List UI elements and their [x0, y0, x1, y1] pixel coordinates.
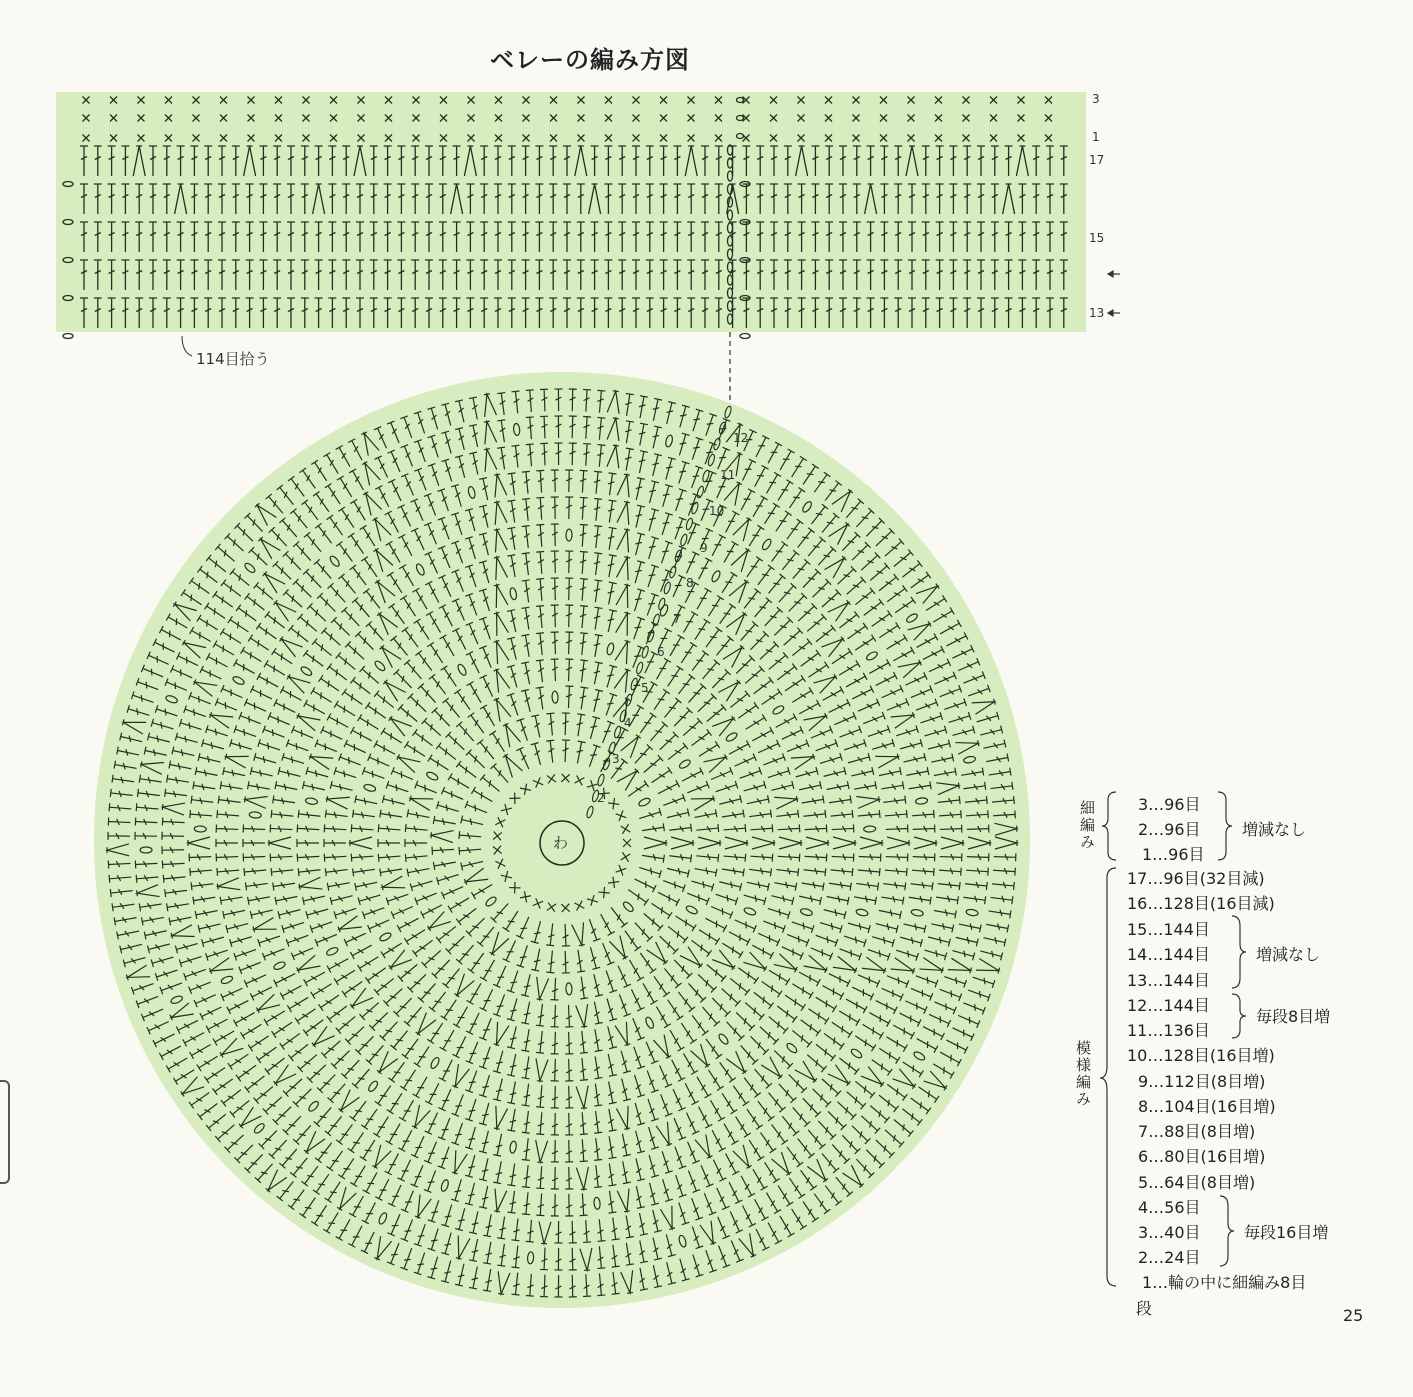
legend-note: 増減なし [1242, 820, 1307, 839]
legend-row: 10…128目(16目増) [1127, 1046, 1275, 1065]
chain-symbol [63, 334, 73, 339]
legend-row: 16…128目(16目減) [1127, 894, 1275, 913]
band-row-number: 17 [1089, 153, 1105, 167]
legend-brace [1098, 866, 1120, 1290]
legend-row: 1…96目 [1142, 845, 1205, 864]
legend-row: 9…112目(8目増) [1138, 1072, 1266, 1091]
pickup-leader [182, 336, 192, 356]
round-number: 3 [612, 752, 620, 766]
legend-row: 11…136目 [1127, 1021, 1210, 1040]
round-number: 7 [673, 612, 681, 626]
pickup-label: 114目拾う [196, 350, 270, 368]
legend-brace [1228, 914, 1248, 990]
magic-ring-label: わ [553, 834, 569, 852]
legend-brace [1214, 790, 1234, 862]
legend-note: 増減なし [1256, 945, 1321, 964]
legend-group-label: 細編み [1078, 800, 1096, 851]
legend-row: 3…96目 [1138, 795, 1201, 814]
round-number: 4 [624, 716, 632, 730]
legend-row: 17…96目(32目減) [1127, 869, 1265, 888]
legend-row: 1…輪の中に細編み8目 [1142, 1273, 1307, 1292]
legend-row: 5…64目(8目増) [1138, 1173, 1256, 1192]
legend-row: 3…40目 [1138, 1223, 1201, 1242]
legend-note: 毎段8目増 [1256, 1007, 1331, 1026]
legend-brace [1216, 1194, 1236, 1268]
legend-group-label: 模様編み [1074, 1040, 1092, 1108]
page-number: 25 [1343, 1306, 1364, 1325]
round-number: 2 [597, 791, 605, 805]
legend-row: 13…144目 [1127, 971, 1210, 990]
page-title: ベレーの編み方図 [490, 46, 690, 74]
band-row-number: 13 [1089, 306, 1105, 320]
round-number: 10 [709, 504, 725, 518]
chain-symbol [740, 334, 750, 339]
legend-row: 15…144目 [1127, 920, 1210, 939]
band-row-number: 3 [1092, 92, 1100, 106]
legend-brace [1228, 992, 1248, 1040]
round-number: 6 [657, 645, 665, 659]
legend-row: 14…144目 [1127, 945, 1210, 964]
round-number: 9 [700, 541, 708, 555]
legend-brace [1100, 790, 1120, 862]
band-background [56, 92, 1086, 332]
legend-row: 2…24目 [1138, 1248, 1201, 1267]
band-row-number: 1 [1092, 130, 1100, 144]
legend-row: 7…88目(8目増) [1138, 1122, 1256, 1141]
legend-row: 12…144目 [1127, 996, 1210, 1015]
round-number: 8 [686, 576, 694, 590]
round-number: 12 [733, 431, 749, 445]
legend-note: 毎段16目増 [1244, 1223, 1329, 1242]
row-arrows [1108, 271, 1120, 316]
legend-row: 6…80目(16目増) [1138, 1147, 1266, 1166]
binder-mark [0, 1080, 10, 1184]
legend-row: 4…56目 [1138, 1198, 1201, 1217]
band-row-number: 15 [1089, 231, 1105, 245]
round-number: 5 [641, 681, 649, 695]
legend-footer: 段 [1136, 1299, 1153, 1318]
legend-row: 2…96目 [1138, 820, 1201, 839]
legend-row: 8…104目(16目増) [1138, 1097, 1276, 1116]
round-number: 11 [720, 468, 736, 482]
